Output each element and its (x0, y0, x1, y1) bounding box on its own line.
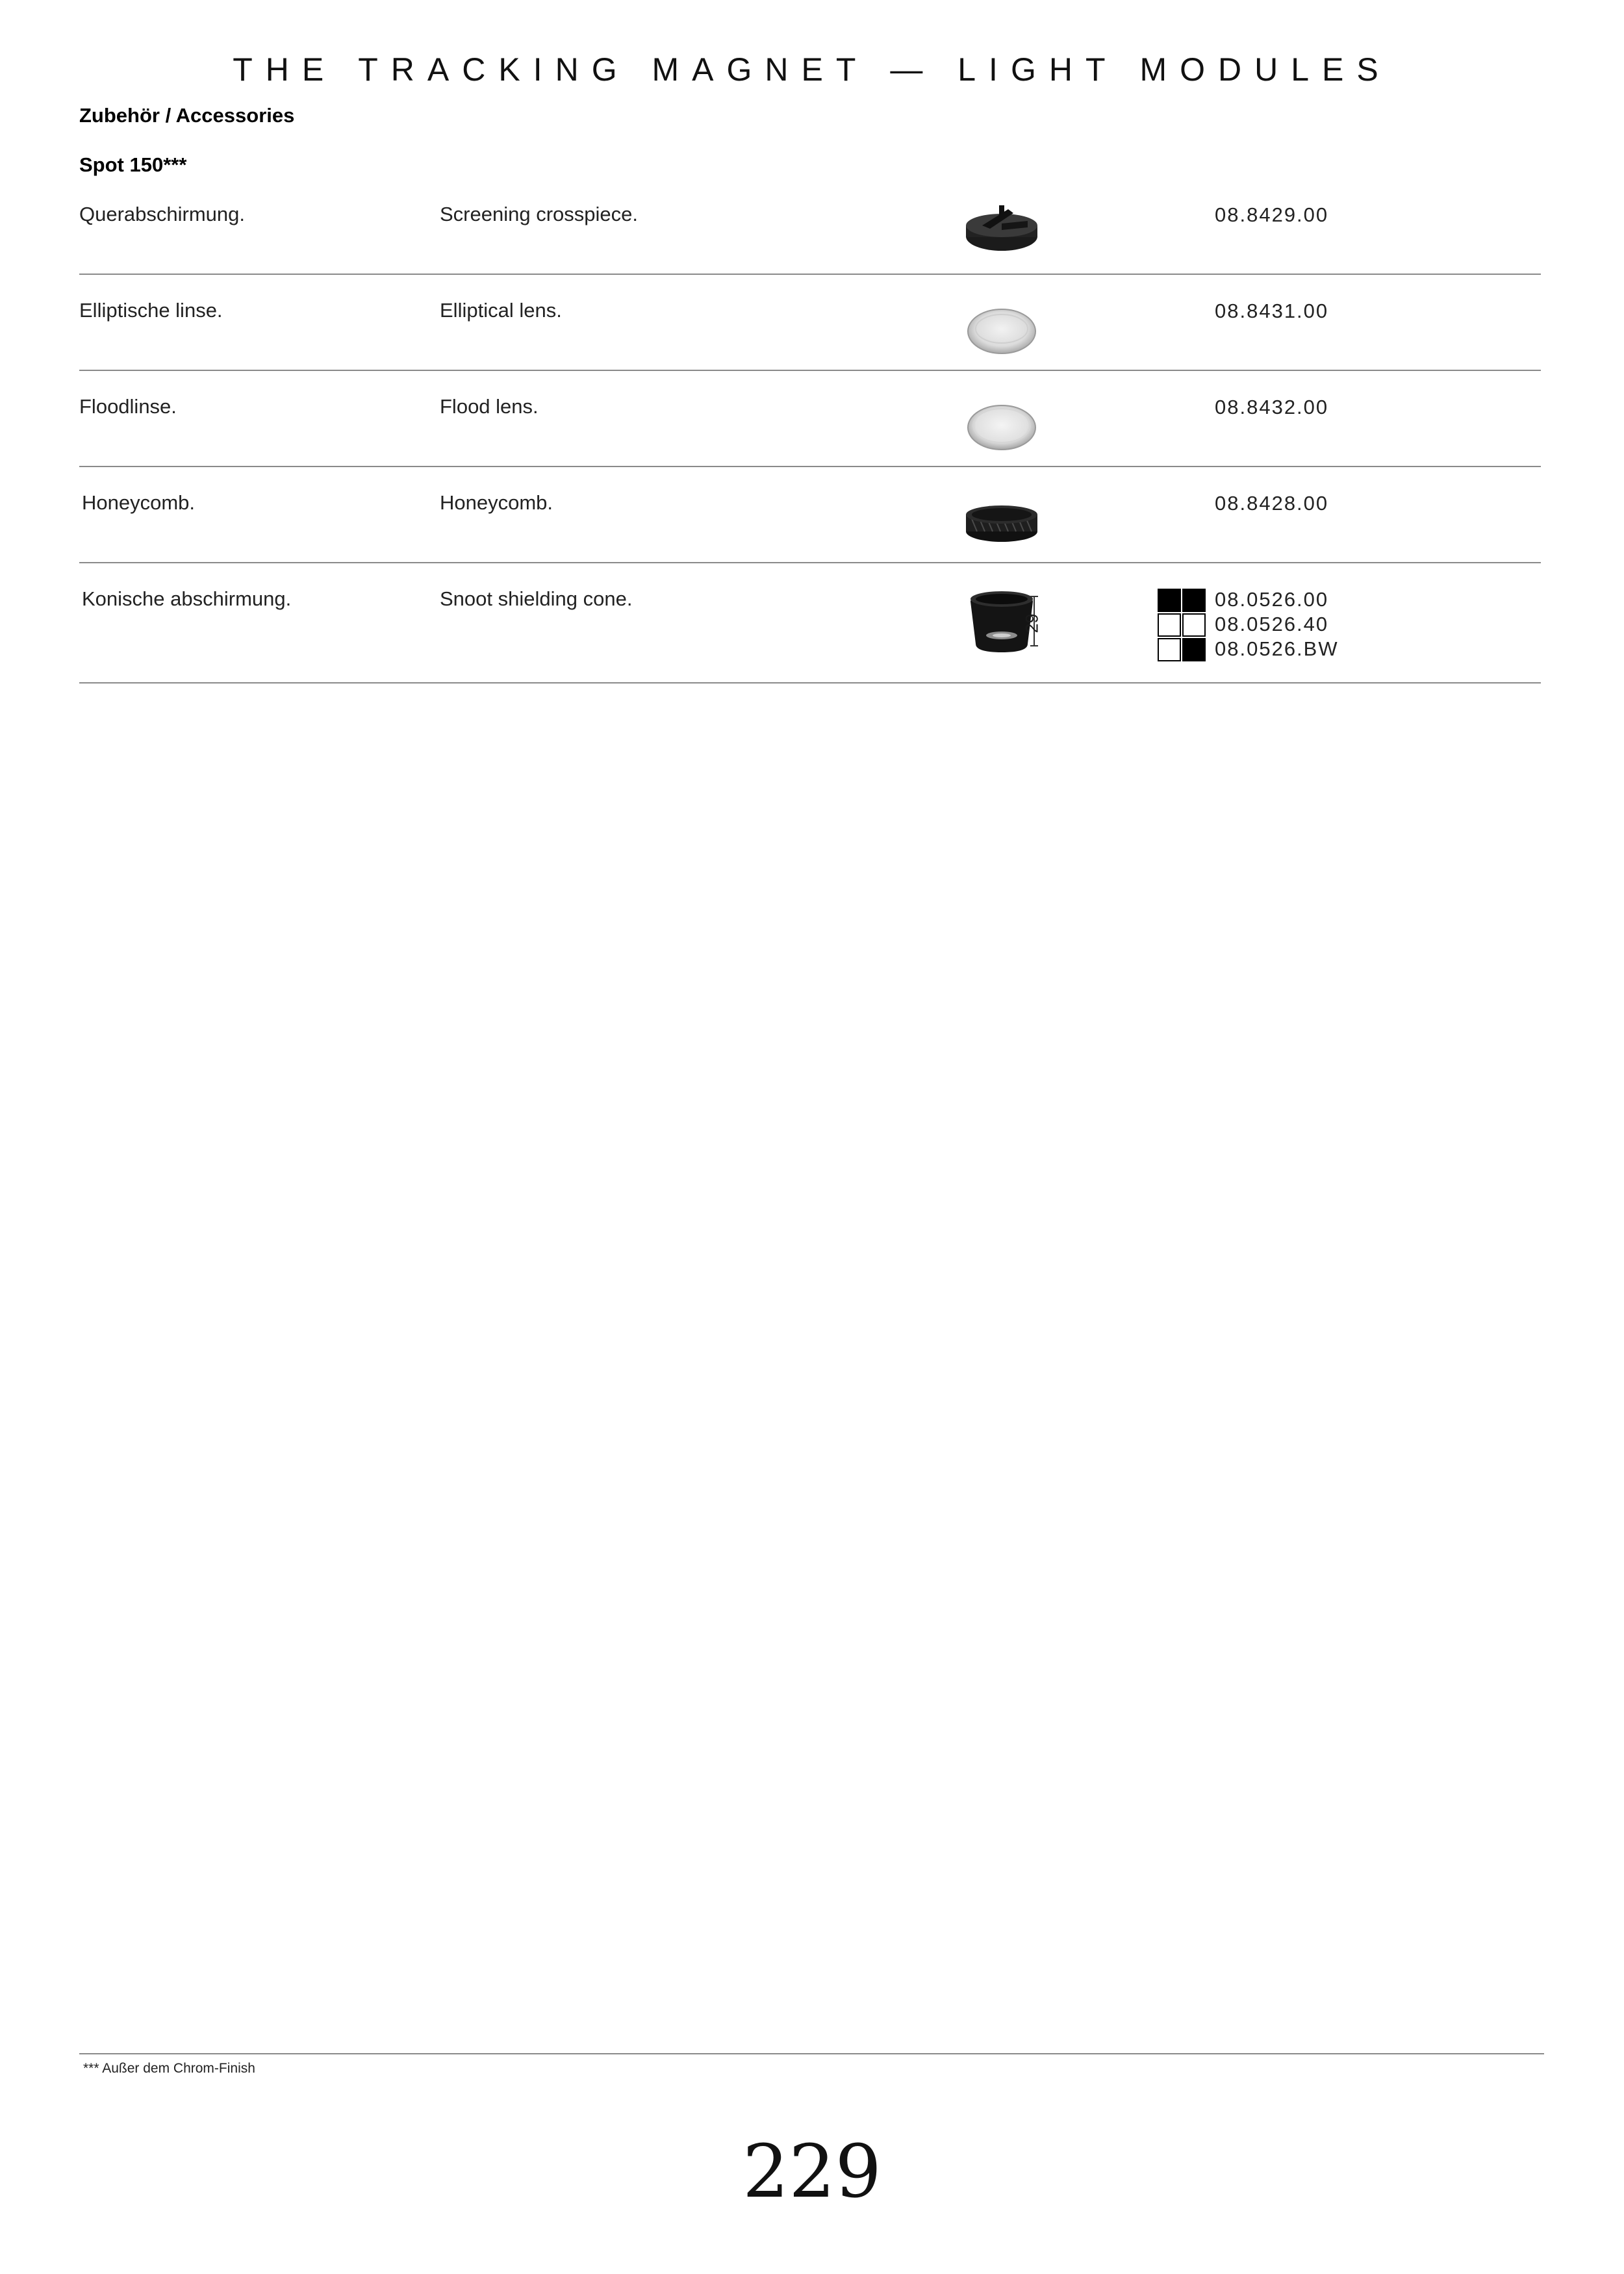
table-row (79, 395, 1541, 460)
name-en: Screening crosspiece. (440, 203, 638, 225)
page-header-title: THE TRACKING MAGNET — LIGHT MODULES (233, 51, 1391, 88)
swatch-white-white (1158, 613, 1181, 637)
swatch-black-black (1182, 589, 1206, 612)
name-de: Floodlinse. (79, 395, 177, 418)
row-divider (79, 466, 1541, 467)
section-label: Zubehör / Accessories (79, 104, 295, 127)
article-code-item: 08.0526.00 (1215, 588, 1329, 611)
footnote: *** Außer dem Chrom-Finish (83, 2061, 255, 2076)
article-code (1215, 203, 1328, 227)
article-code-item: 08.0526.BW (1215, 637, 1339, 660)
page-number: 229 (742, 2130, 882, 2214)
article-code-item: 08.8429.00 (1215, 203, 1329, 226)
table-row (79, 299, 1541, 364)
article-code (1215, 587, 1339, 661)
screening-crosspiece-image (937, 196, 1067, 268)
article-code-item: 08.8431.00 (1215, 300, 1329, 322)
swatch-white-white (1182, 613, 1206, 637)
swatch-black-white (1158, 638, 1181, 661)
name-de: Elliptische linse. (79, 299, 223, 322)
finish-swatches (1158, 589, 1207, 663)
name-en: Honeycomb. (440, 491, 553, 514)
article-code-item: 08.8432.00 (1215, 396, 1329, 418)
article-code (1215, 299, 1328, 324)
elliptical-lens-image (937, 292, 1067, 364)
table-row (79, 587, 1541, 678)
name-en: Elliptical lens. (440, 299, 562, 322)
table-row (79, 203, 1541, 268)
name-de: Honeycomb. (82, 491, 196, 514)
article-code-item: 08.8428.00 (1215, 492, 1329, 515)
footnote-divider (79, 2053, 1544, 2054)
name-de: Querabschirmung. (79, 203, 246, 225)
honeycomb-image (937, 485, 1067, 556)
dimension-value: 29 (1022, 613, 1042, 633)
group-label: Spot 150*** (79, 153, 187, 176)
swatch-black-white (1182, 638, 1206, 661)
row-divider (79, 562, 1541, 563)
name-de: Konische abschirmung. (82, 587, 292, 610)
row-divider (79, 682, 1541, 683)
article-code (1215, 395, 1328, 420)
snoot-cone-image (937, 582, 1067, 660)
flood-lens-image (937, 389, 1067, 460)
row-divider (79, 370, 1541, 371)
article-code-item: 08.0526.40 (1215, 613, 1329, 635)
row-divider (79, 274, 1541, 275)
name-en: Snoot shielding cone. (440, 587, 633, 610)
swatch-black-black (1158, 589, 1181, 612)
dimension-marker (1020, 595, 1046, 647)
article-code (1215, 491, 1328, 516)
name-en: Flood lens. (440, 395, 539, 418)
table-row (79, 491, 1541, 556)
